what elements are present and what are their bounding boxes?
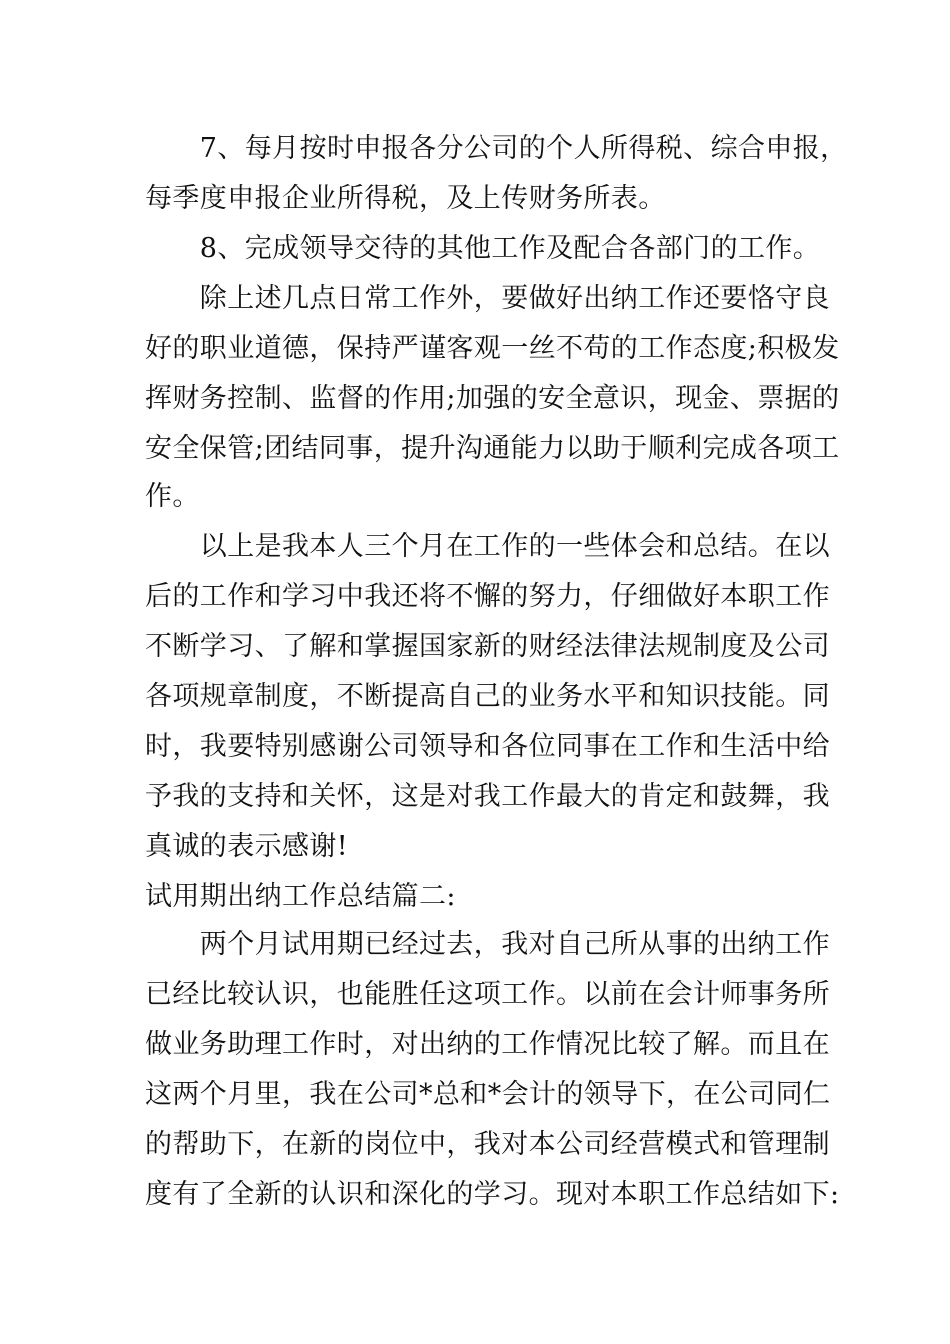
text-line: 时，我要特别感谢公司领导和各位同事在工作和生活中给 — [145, 731, 830, 762]
text-line: 的帮助下，在新的岗位中，我对本公司经营模式和管理制 — [145, 1129, 830, 1160]
text-line: 除上述几点日常工作外，要做好出纳工作还要恪守良 — [145, 283, 830, 314]
text-line: 7、每月按时申报各分公司的个人所得税、综合申报， — [145, 133, 848, 164]
text-line: 这两个月里，我在公司*总和*会计的领导下，在公司同仁 — [145, 1079, 831, 1110]
text-line: 安全保管;团结同事，提升沟通能力以助于顺利完成各项工 — [145, 433, 840, 464]
text-line: 真诚的表示感谢! — [145, 831, 349, 862]
text-line: 好的职业道德，保持严谨客观一丝不苟的工作态度;积极发 — [145, 333, 840, 364]
text-line: 两个月试用期已经过去，我对自己所从事的出纳工作 — [145, 929, 830, 960]
text-line: 作。 — [145, 481, 200, 512]
text-line: 各项规章制度，不断提高自己的业务水平和知识技能。同 — [145, 681, 830, 712]
text-line: 予我的支持和关怀，这是对我工作最大的肯定和鼓舞，我 — [145, 781, 830, 812]
text-line: 做业务助理工作时，对出纳的工作情况比较了解。而且在 — [145, 1029, 830, 1060]
text-line: 已经比较认识，也能胜任这项工作。以前在会计师事务所 — [145, 979, 830, 1010]
text-line: 不断学习、了解和掌握国家新的财经法律法规制度及公司 — [145, 631, 830, 662]
section-heading: 试用期出纳工作总结篇二: — [145, 881, 456, 912]
text-line: 后的工作和学习中我还将不懈的努力，仔细做好本职工作 — [145, 581, 830, 612]
text-line: 8、完成领导交待的其他工作及配合各部门的工作。 — [145, 233, 821, 264]
text-line: 以上是我本人三个月在工作的一些体会和总结。在以 — [145, 531, 830, 562]
text-line: 每季度申报企业所得税，及上传财务所表。 — [145, 183, 666, 214]
text-line: 挥财务控制、监督的作用;加强的安全意识，现金、票据的 — [145, 383, 840, 414]
text-line: 度有了全新的认识和深化的学习。现对本职工作总结如下: — [145, 1179, 840, 1210]
